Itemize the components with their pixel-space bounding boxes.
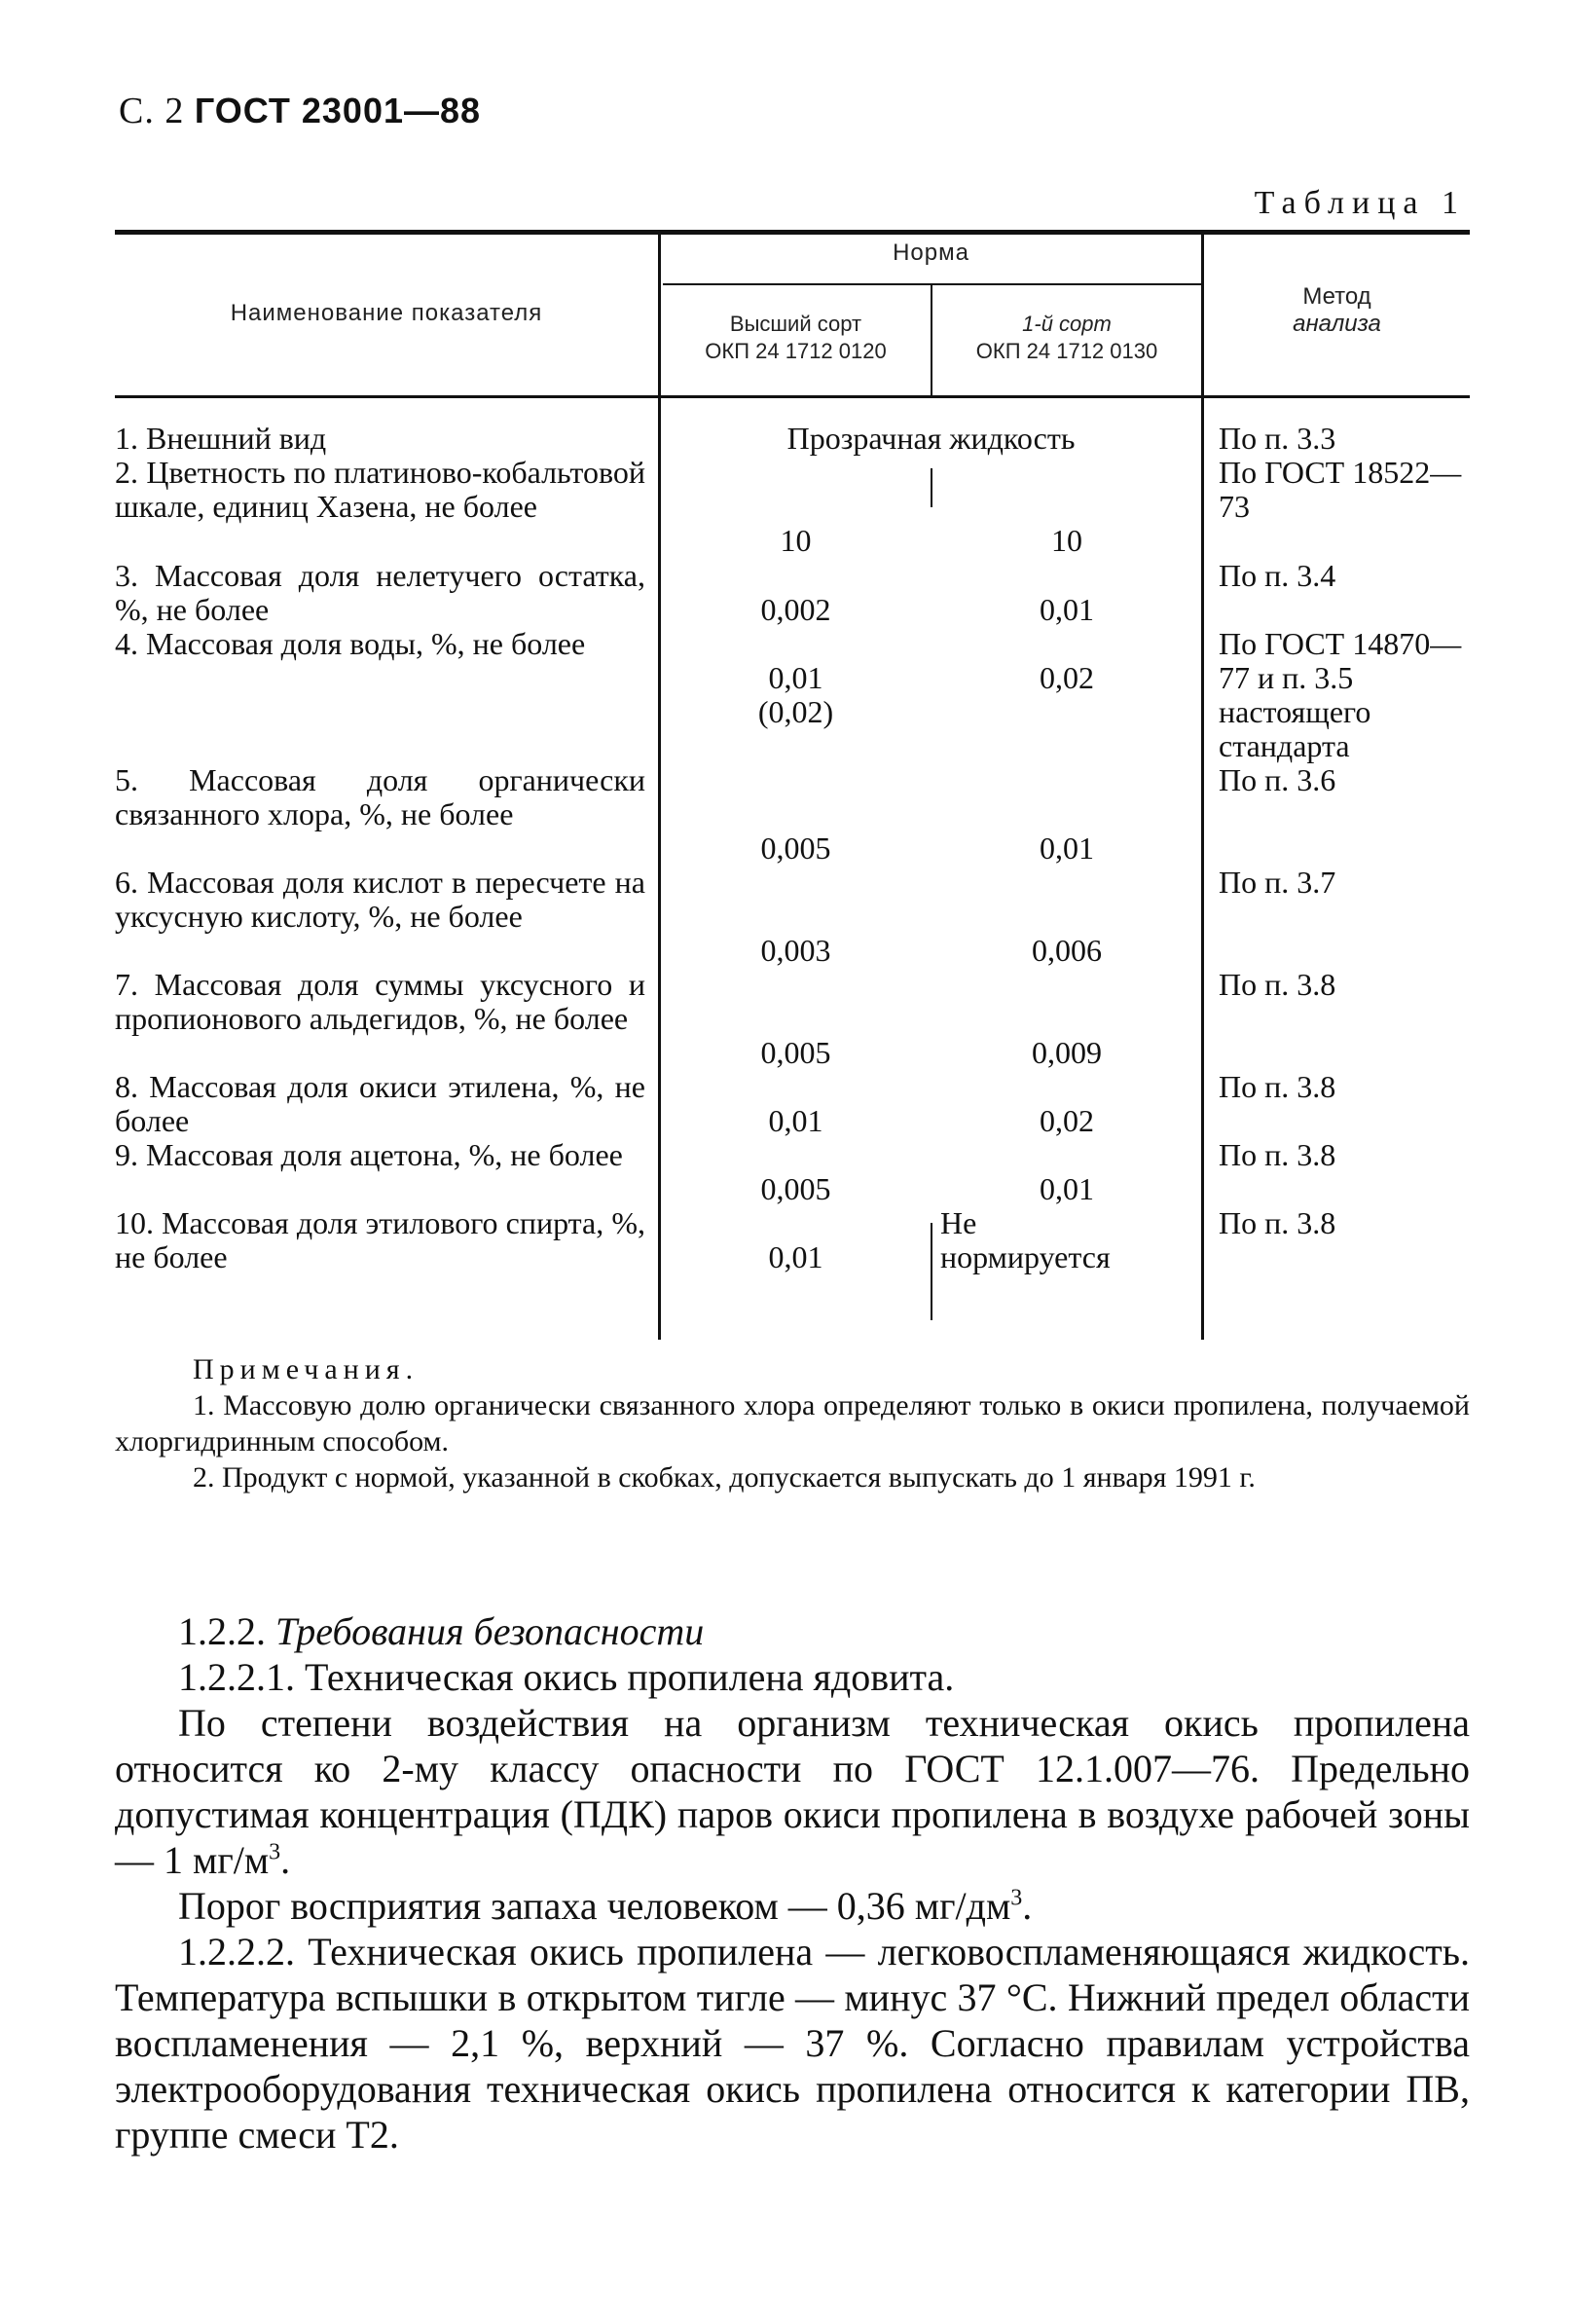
paragraph — [115, 1883, 1470, 1929]
indicator-name: 1. Внешний вид — [115, 421, 327, 456]
indicator-name: 5. Массовая доля органически связанного хлора, %, не более — [115, 762, 645, 831]
note-1: 1. Массовую долю органически связанного хлора определяют только в окиси пропилена, получаемой хлоргидринным способом. — [115, 1389, 1470, 1457]
paragraph — [115, 1700, 1470, 1883]
method-cell: По п. 3.8 — [1219, 1137, 1336, 1172]
method-cell: По п. 3.8 — [1219, 967, 1336, 1002]
top-grade-value: 0,005 — [760, 830, 831, 866]
column-header-norm: Норма — [893, 240, 969, 266]
paragraph: 1.2.2.2. Техническая окись пропилена — легковоспламеняющаяся жидкость. Температура вспышки в открытом тигле — минус 37 °С. Нижний предел области воспламенения — 2,1 %, верхний — 37 %. Согласно правилам устройства электрооборудования техническая окись пропилена относится к категории ПВ, группе смеси Т2. — [115, 1930, 1470, 2157]
method-cell: По п. 3.7 — [1219, 865, 1336, 900]
specification-table — [115, 230, 1470, 1340]
first-grade-value: 0,02 — [1040, 1103, 1094, 1138]
method-cell: По п. 3.8 — [1219, 1205, 1336, 1240]
top-grade-value: 0,01 — [768, 1239, 823, 1274]
first-grade-value: 0,01 — [1040, 830, 1094, 866]
paragraph-end: . — [280, 1838, 291, 1882]
top-grade-value — [661, 661, 931, 729]
superscript: 3 — [1010, 1885, 1023, 1911]
first-grade-value: 0,009 — [1032, 1035, 1102, 1070]
method-subtitle: анализа — [1293, 311, 1381, 337]
section-heading — [115, 1608, 1470, 1654]
norm-merged: Прозрачная жидкость — [786, 421, 1076, 456]
first-grade-code: ОКП 24 1712 0130 — [975, 339, 1158, 363]
indicator-name: 8. Массовая доля окиси этилена, %, не более — [115, 1069, 645, 1138]
section-title: Требования безопасности — [275, 1609, 705, 1653]
top-grade-value-main: 0,01 — [768, 660, 823, 695]
safety-section — [115, 1608, 1470, 2158]
paragraph-end: . — [1022, 1884, 1033, 1928]
first-grade-value: 0,01 — [1040, 1171, 1094, 1206]
indicator-name: 7. Массовая доля суммы уксусного и пропионового альдегидов, %, не более — [115, 967, 645, 1036]
first-grade-value: 0,01 — [1040, 592, 1094, 627]
column-header-top-grade — [661, 311, 931, 365]
indicator-name: 6. Массовая доля кислот в пересчете на уксусную кислоту, %, не более — [115, 865, 645, 934]
table-top-rule — [115, 230, 1470, 235]
top-grade-value: 0,003 — [760, 933, 831, 968]
method-cell: По п. 3.6 — [1219, 762, 1336, 797]
indicator-name: 9. Массовая доля ацетона, %, не более — [115, 1137, 623, 1172]
page-header — [119, 90, 481, 132]
first-grade-value: Не нормируется — [940, 1205, 1111, 1274]
column-header-method — [1204, 283, 1470, 338]
top-grade-value: 0,01 — [768, 1103, 823, 1138]
top-grade-value: 10 — [780, 523, 812, 558]
note-2: 2. Продукт с нормой, указанной в скобках, допускается выпускать до 1 января 1991 г. — [193, 1461, 1256, 1494]
indicator-name: 4. Массовая доля воды, %, не более — [115, 626, 586, 661]
table-header-rule — [115, 395, 1470, 398]
top-grade-value: 0,002 — [760, 592, 831, 627]
top-grade-value: 0,005 — [760, 1171, 831, 1206]
document-code: ГОСТ 23001—88 — [194, 91, 482, 130]
column-divider-2-bottom — [931, 1223, 932, 1320]
first-grade-value: 10 — [1051, 523, 1082, 558]
indicator-name: 3. Массовая доля нелетучего остатка, %, не более — [115, 558, 645, 627]
method-cell: По п. 3.4 — [1219, 558, 1336, 593]
column-divider-3 — [1201, 230, 1204, 1340]
table-label: Таблица 1 — [1254, 185, 1466, 221]
indicator-name: 10. Массовая доля этилового спирта, %, не более — [115, 1205, 645, 1274]
top-grade-value: 0,005 — [760, 1035, 831, 1070]
first-grade-title: 1-й сорт — [1022, 312, 1112, 336]
table-notes — [115, 1351, 1470, 1495]
first-grade-value: 0,006 — [1032, 933, 1102, 968]
notes-title: Примечания. — [193, 1353, 420, 1385]
method-cell: По ГОСТ 14870—77 и п. 3.5 настоящего стандарта — [1219, 626, 1462, 763]
top-grade-code: ОКП 24 1712 0120 — [705, 339, 887, 363]
top-grade-value-temporary: (0,02) — [757, 694, 834, 729]
method-cell: По п. 3.8 — [1219, 1069, 1336, 1104]
column-header-name: Наименование показателя — [230, 300, 543, 326]
method-cell: По ГОСТ 18522—73 — [1219, 455, 1462, 524]
norm-subheader-rule — [663, 283, 1203, 285]
section-number: 1.2.2. — [178, 1609, 266, 1653]
method-cell: По п. 3.3 — [1219, 421, 1336, 456]
first-grade-value: 0,02 — [1040, 660, 1094, 695]
page-number: С. 2 — [119, 91, 185, 131]
superscript: 3 — [269, 1839, 281, 1865]
column-divider-2-segment — [931, 468, 932, 507]
column-header-first-grade — [932, 311, 1201, 365]
top-grade-title: Высший сорт — [729, 312, 862, 336]
paragraph-text: По степени воздействия на организм техническая окись пропилена относится ко 2-му классу опасности по ГОСТ 12.1.007—76. Предельно допустимая концентрация (ПДК) паров окиси пропилена в воздухе рабочей зоны — 1 мг/м — [115, 1701, 1470, 1882]
paragraph: 1.2.2.1. Техническая окись пропилена ядовита. — [178, 1655, 955, 1699]
paragraph-text: Порог восприятия запаха человеком — 0,36 мг/дм — [178, 1884, 1011, 1928]
indicator-name: 2. Цветность по платиново-кобальтовой шкале, единиц Хазена, не более — [115, 455, 645, 524]
method-title: Метод — [1302, 283, 1371, 310]
